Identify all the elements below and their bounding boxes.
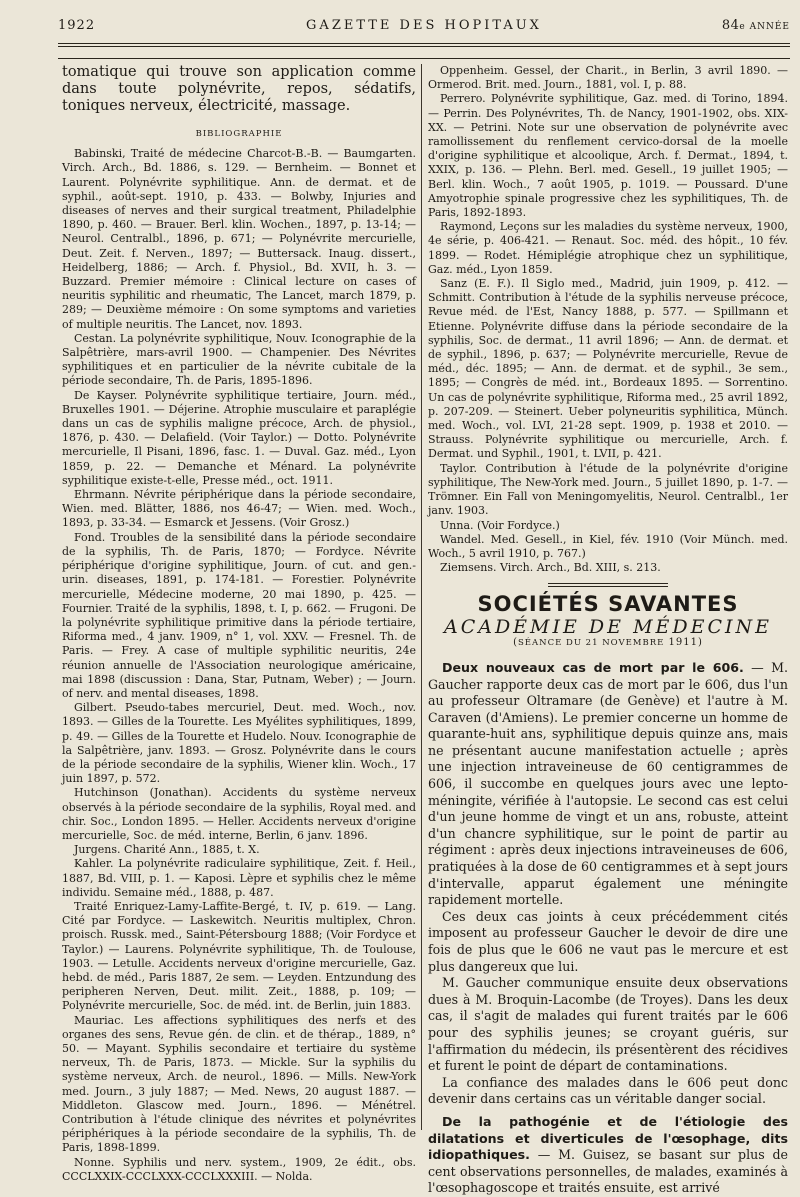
- header-year: 1922: [58, 18, 96, 33]
- biblio-entry-m: Mauriac. Les affections syphilitiques des nerfs et des organes des sens, Revue gén. de clin. et de thérap., 1889, n° 50. — Mayant. Syphilis secondaire et tertiaire du système nerveux, Th. de Paris, 1873. — Mickle. Sur la syphilis du système nerveux, Arch. de neurol., 1896. — Mills. New-York med. Journ., 3 july 1887; — Med. News, 20 august 1887. — Middleton. Glascow med. Journ., 1896. — Ménétrel. Contribution à l'étude clinique des névrites et polynévrites périphériques à la période secondaire de la syphilis, Th. de Paris, 1898-1899.: [62, 1013, 416, 1155]
- section-separator: [548, 583, 668, 587]
- page-header: [58, 18, 790, 46]
- article-body-606: — M. Gaucher rapporte deux cas de mort par le 606, dus l'un au professeur Oltramare (de Genève) et l'autre à M. Caraven (d'Amiens). Le premier concerne un homme de quarante-huit ans, syphilitique depuis quinze ans, mais ne présentant aucune manifestation actuelle ; après une injection intraveineuse de 60 centigrammes de 606, il succombe en quelques jours avec une lepto-méningite, vérifiée à l'autopsie. Le second cas est celui d'un jeune homme de vingt et un ans, robuste, atteint d'un chancre syphilitique, sur le point de partir au régiment : après deux injections intraveineuses de 606, pratiquées à la dose de 60 centigrammes et à sept jours d'intervalle, apparut également une méningite rapidement mortelle.: [428, 659, 789, 908]
- intro-paragraph: tomatique qui trouve son application comme dans toute polynévrite, repos, sédatifs, toniques nerveux, électricité, massage.: [62, 64, 416, 114]
- article-paragraph-3: M. Gaucher communique ensuite deux observations dues à M. Broquin-Lacombe (de Troyes). Dans les deux cas, il s'agit de malades qui furent traités par le 606 pour des syphilis jeunes; se croyant guéris, sur l'affirmation du médecin, ils présentèrent des récidives et furent le point de départ de contaminations.: [428, 975, 788, 1074]
- seance-open: (: [513, 636, 518, 648]
- header-volume-number: 84: [721, 18, 740, 33]
- biblio-entry-t: Taylor. Contribution à l'étude de la polynévrite d'origine syphilitique, The New-York med. Journ., 5 juillet 1890, p. 1-7. — Trömner. Ein Fall von Meningomyelitis, Neurol. Centralbl., 1er janv. 1903.: [428, 461, 788, 518]
- seance-label: SÉANCE DU 21 NOVEMBRE: [517, 637, 665, 648]
- article-lead-oesophage: De la pathogénie et de l'étiologie des dilatations et diverticules de l'œsophage, dits idiopathiques.: [428, 1113, 788, 1163]
- biblio-entry-e: Ehrmann. Névrite périphérique dans la période secondaire, Wien. med. Blätter, 1886, nos 46-47; — Wien. med. Woch., 1893, p. 33-34. — Esmarck et Jessens. (Voir Grosz.): [62, 488, 416, 530]
- right-column: [428, 64, 788, 1197]
- header-rule-bottom: [58, 46, 790, 47]
- academie-heading: ACADÉMIE DE MÉDECINE: [443, 615, 773, 638]
- biblio-entry-j: Jurgens. Charité Ann., 1885, t. X.: [74, 843, 260, 857]
- article-body-oesophage: — M. Guisez, se basant sur plus de cent observations personnelles, de malades, examinés à l'œsophagoscope et traités ensuite, est arrivé: [428, 1147, 788, 1196]
- biblio-entry-o: Oppenheim. Gessel, der Charit., in Berlin, 3 avril 1890. — Ormerod. Brit. med. Journ., 1881, vol. I, p. 88.: [428, 64, 788, 92]
- biblio-entry-u: Unna. (Voir Fordyce.): [440, 518, 560, 532]
- biblio-entry-f: Fond. Troubles de la sensibilité dans la période secondaire de la syphilis, Th. de Paris, 1870; — Fordyce. Névrite périphérique d'origine syphilitique, Journ. of cut. and gen.-urin. diseases, 1891, p. 174-181. — Forestier. Polynévrite mercurielle, Médecine moderne, 20 mai 1890, p. 425. — Fournier. Traité de la syphilis, 1898, t. I, p. 662. — Frugoni. De la polynévrite syphilitique primitive dans la période tertiaire, Riforma med., 4 janv. 1909, n° 1, vol. XXV. — Fresnel. Th. de Paris. — Frey. A case of multiple syphilitic neuritis, 24e réunion annuelle de l'Association neurologique américaine, mai 1898 (discussion : Dana, Star, Putnam, Weber) ; — Journ. of nerv. and mental diseases, 1898.: [62, 530, 416, 700]
- column-divider: [421, 64, 422, 1130]
- biblio-entry-k: Kahler. La polynévrite radiculaire syphilitique, Zeit. f. Heil., 1887, Bd. VIII, p. 1. — Kaposi. Lèpre et syphilis chez le même individu. Semaine méd., 1888, p. 487.: [62, 857, 416, 899]
- header-volume: [722, 18, 790, 33]
- biblio-entry-h: Hutchinson (Jonathan). Accidents du système nerveux observés à la période secondaire de la syphilis, Royal med. and chir. Soc., London 1895. — Heller. Accidents nerveux d'origine mercurielle, Soc. de méd. interne, Berlin, 6 janv. 1896.: [62, 786, 416, 842]
- header-title: GAZETTE DES HOPITAUX: [306, 18, 542, 33]
- article-lead-606: Deux nouveaux cas de mort par le 606.: [442, 659, 744, 675]
- header-rule-top: [58, 43, 790, 44]
- article-paragraph-5: [428, 1114, 788, 1197]
- biblio-entry-s: Sanz (E. F.). Il Siglo med., Madrid, juin 1909, p. 412. — Schmitt. Contribution à l'étude de la syphilis nerveuse précoce, Revue méd. de l'Est, Nancy 1888, p. 577. — Spillmann et Etienne. Polynévrite diffuse dans la période secondaire de la syphilis, Soc. de dermat., 11 avril 1896; — Ann. de dermat. et de syphil., 1896, p. 637; — Polynévrite mercurielle, Revue de méd., déc. 1895; — Ann. de dermat. et de syphil., 3e sem., 1895; — Congrès de méd. int., Bordeaux 1895. — Sorrentino. Un cas de polynévrite syphilitique, Riforma med., 25 avril 1892, p. 207-209. — Steinert. Ueber polyneuritis syphilitica, Münch. med. Woch., vol. LVI, 21-28 sept. 1909, p. 1938 et 2010. — Strauss. Polynévrite syphilitique ou mercurielle, Arch. f. Dermat. und Syphil., 1901, t. LVII, p. 421.: [428, 277, 788, 461]
- left-column: [62, 64, 416, 1184]
- biblio-entry-w: Wandel. Med. Gesell., in Kiel, fév. 1910 (Voir Münch. med. Woch., 5 avril 1910, p. 767.): [428, 532, 788, 560]
- biblio-entry-n: Nonne. Syphilis und nerv. system., 1909, 2e édit., obs. CCCLXXIX-CCCLXXX-CCCLXXXIII. — Nolda.: [62, 1155, 416, 1183]
- article-paragraph-1: [428, 660, 788, 909]
- biblio-entry-g: Gilbert. Pseudo-tabes mercuriel, Deut. med. Woch., nov. 1893. — Gilles de la Tourette. Les Myélites syphilitiques, 1899, p. 49. — Gilles de la Tourette et Hudelo. Nouv. Iconographie de la Salpêtrière, janv. 1893. — Grosz. Polynévrite dans le cours de la période secondaire de la syphilis, Wiener klin. Woch., 17 juin 1897, p. 572.: [62, 701, 416, 786]
- article-paragraph-4: La confiance des malades dans le 606 peut donc devenir dans certains cas un véritable danger social.: [428, 1074, 788, 1107]
- biblio-entry-p: Perrero. Polynévrite syphilitique, Gaz. med. di Torino, 1894. — Perrin. Des Polynévrites, Th. de Nancy, 1901-1902, obs. XIX-XX. — Petrini. Note sur une observation de polynévrite avec ramollissement du renflement cervico-dorsal de la moelle d'origine syphilitique et alcoolique, Arch. f. Dermat., 1894, t. XXIX, p. 136. — Plehn. Berl. med. Gesell., 19 juillet 1905; — Berl. klin. Woch., 7 août 1905, p. 1019. — Poussard. D'une Amyotrophie spinale progressive chez les syphilitiques, Th. de Paris, 1892-1893.: [428, 92, 788, 220]
- biblio-entry-b: Babinski, Traité de médecine Charcot-B.-B. — Baumgarten. Virch. Arch., Bd. 1886, s. 129. — Bernheim. — Bonnet et Laurent. Polynévrite syphilitique. Ann. de dermat. et de syphil., août-sept. 1910, p. 433. — Bolwby, Injuries and diseases of nerves and their surgical treatment, Philadelphie 1890, p. 460. — Brauer. Berl. klin. Wochen., 1897, p. 13-14; — Neurol. Centralbl., 1896, p. 671; — Polynévrite mercurielle, Deut. Zeit. f. Nerven., 1897; — Buttersack. Inaug. dissert., Heidelberg, 1886; — Arch. f. Physiol., Bd. XVII, h. 3. — Buzzard. Premier mémoire : Clinical lecture on cases of neuritis syphilitic and rheumatic, The Lancet, march 1879, p. 289; — Deuxième mémoire : On some symptoms and varieties of multiple neuritis. The Lancet, nov. 1893.: [62, 147, 416, 331]
- column-top-rule: [58, 58, 790, 59]
- biblio-entry-l: Traité Enriquez-Lamy-Laffite-Bergé, t. IV, p. 619. — Lang. Cité par Fordyce. — Laskewitch. Neuritis multiplex, Chron. proisch. Russk. med., Saint-Pétersbourg 1888; (Voir Fordyce et Taylor.) — Laurens. Polynévrite syphilitique, Th. de Toulouse, 1903. — Letulle. Accidents nerveux d'origine mercurielle, Gaz. hebd. de méd., Paris 1887, 2e sem. — Leyden. Entzundung des peripheren Nerven, Deut. milit. Zeit., 1888, p. 109; — Polynévrite mercurielle, Soc. de méd. int. de Berlin, juin 1883.: [62, 899, 416, 1013]
- seance-year: 1911: [668, 636, 698, 648]
- bibliography-heading: BIBLIOGRAPHIE: [195, 129, 283, 139]
- biblio-entry-z: Ziemsens. Virch. Arch., Bd. XIII, s. 213.: [440, 561, 661, 575]
- biblio-entry-c: Cestan. La polynévrite syphilitique, Nouv. Iconographie de la Salpêtrière, mars-avril 1900. — Champenier. Des Névrites syphilitiques et en particulier de la névrite cubitale de la période secondaire, Th. de Paris, 1895-1896.: [62, 331, 416, 388]
- biblio-entry-d: De Kayser. Polynévrite syphilitique tertiaire, Journ. méd., Bruxelles 1901. — Déjerine. Atrophie musculaire et paraplégie dans un cas de syphilis maligne précoce, Arch. de physiol., 1876, p. 430. — Delafield. (Voir Taylor.) — Dotto. Polynévrite mercurielle, Il Pisani, 1896, fasc. 1. — Duval. Gaz. méd., Lyon 1859, p. 22. — Demanche et Ménard. La polynévrite syphilitique existe-t-elle, Presse méd., oct. 1911.: [62, 388, 416, 487]
- biblio-entry-r: Raymond, Leçons sur les maladies du système nerveux, 1900, 4e série, p. 406-421. — Renaut. Soc. méd. des hôpit., 10 fév. 1899. — Rodet. Hémiplégie atrophique chez un syphilitique, Gaz. méd., Lyon 1859.: [428, 220, 788, 276]
- header-volume-suffix: e ANNÉE: [739, 22, 790, 32]
- seance-date: [428, 636, 788, 650]
- article-paragraph-2: Ces deux cas joints à ceux précédemment cités imposent au professeur Gaucher le devoir de dire une fois de plus que le 606 ne vaut pas le mercure et est plus dangereux que lui.: [428, 908, 788, 974]
- seance-close: ): [698, 636, 703, 648]
- section-title: SOCIÉTÉS SAVANTES: [477, 592, 739, 617]
